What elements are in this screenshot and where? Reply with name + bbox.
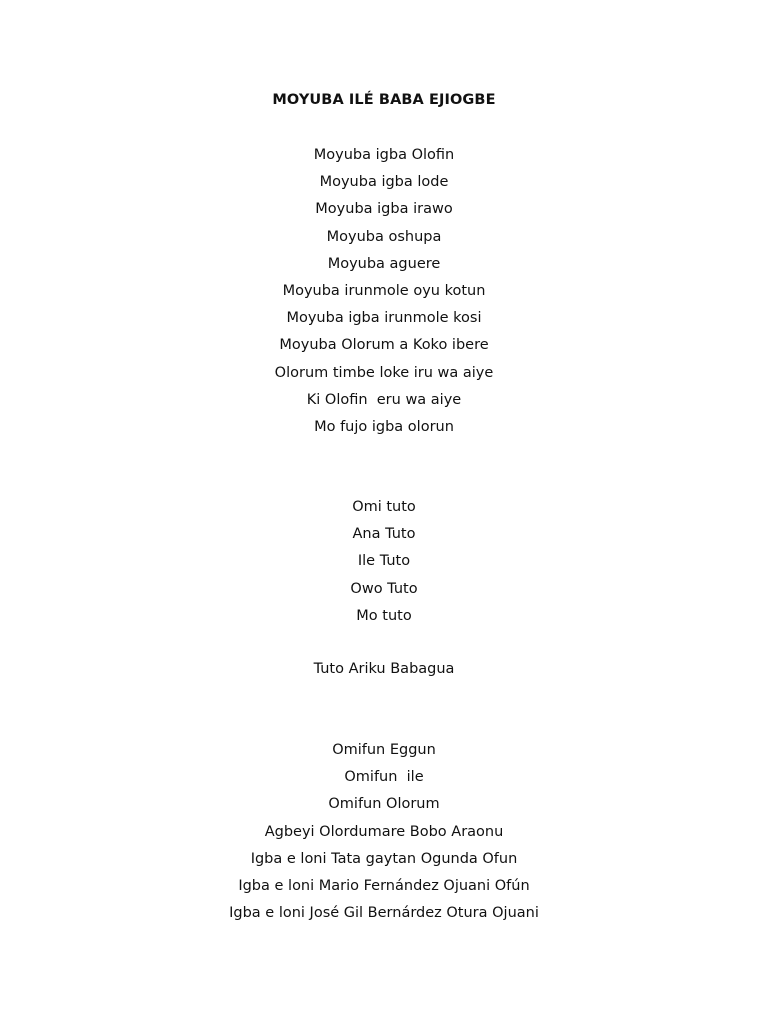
stanza-3 xyxy=(0,659,768,679)
verse-line: Moyuba igba irawo xyxy=(315,201,453,218)
verse-line: Moyuba irunmole oyu kotun xyxy=(282,282,486,299)
verse-line: Moyuba aguere xyxy=(327,255,441,272)
stanza-4 xyxy=(0,740,768,923)
verse-line: Owo Tuto xyxy=(350,580,418,597)
verse-line: Olorum timbe loke iru wa aiye xyxy=(274,364,494,381)
stanza-2 xyxy=(0,497,768,626)
verse-line: Agbeyi Olordumare Bobo Araonu xyxy=(264,823,504,840)
verse-line: Omifun ile xyxy=(344,769,424,786)
verse-line: Omi tuto xyxy=(352,499,416,515)
verse-line: Mo fujo igba olorun xyxy=(314,418,454,435)
verse-line: Moyuba Olorum a Koko ibere xyxy=(279,337,489,354)
verse-line: Tuto Ariku Babagua xyxy=(313,661,455,677)
verse-line: Moyuba igba lode xyxy=(319,174,449,191)
verse-line: Igba e loni José Gil Bernárdez Otura Ojuani xyxy=(229,905,539,922)
document-title: MOYUBA ILÉ BABA EJIOGBE xyxy=(272,92,496,108)
verse-line: Moyuba igba Olofin xyxy=(313,147,455,163)
verse-line: Igba e loni Tata gaytan Ogunda Ofun xyxy=(250,850,518,867)
verse-line: Omifun Eggun xyxy=(332,742,436,758)
verse-line: Igba e loni Mario Fernández Ojuani Ofún xyxy=(238,877,530,894)
stanza-1 xyxy=(0,145,768,437)
verse-line: Moyuba igba irunmole kosi xyxy=(286,310,482,327)
verse-line: Ki Olofin eru wa aiye xyxy=(306,391,462,408)
verse-line: Mo tuto xyxy=(356,607,412,624)
verse-line: Omifun Olorum xyxy=(328,796,440,813)
verse-line: Moyuba oshupa xyxy=(326,228,442,245)
verse-line: Ile Tuto xyxy=(357,553,411,570)
verse-line: Ana Tuto xyxy=(352,526,416,543)
